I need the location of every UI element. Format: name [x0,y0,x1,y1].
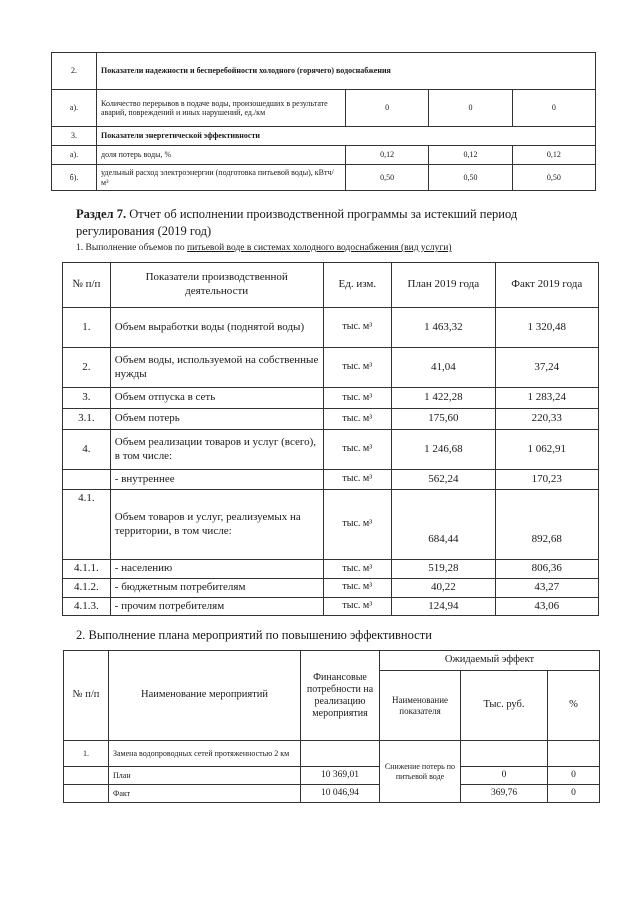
table-row [64,767,600,785]
header-financial-needs: Финансовые потребности на реализацию мероприятия [301,651,380,741]
empty-cell [64,767,109,785]
table-row [52,146,596,165]
row-indicator: - прочим потребителям [110,597,323,616]
section-7-heading [76,206,596,240]
row-number [63,470,111,490]
subsection-prefix: 1. Выполнение объемов по [76,243,188,253]
efficiency-measures-table [63,650,600,803]
header-percent: % [548,671,600,741]
reliability-indicators-table [51,52,596,191]
row-plan-financing: 10 369,01 [301,767,380,785]
row-plan: 40,22 [392,578,495,597]
table-row [64,785,600,803]
header-indicator: Показатели производственной деятельности [110,263,323,308]
table-row [63,578,599,597]
value-cell: 0,50 [429,165,512,191]
row-unit: тыс. м³ [323,597,392,616]
row-unit: тыс. м³ [323,388,392,409]
row-text: Количество перерывов в подаче воды, произошедших в результате аварий, повреждений и иных нарушений, ед./км [97,90,346,127]
header-measure-name: Наименование мероприятий [109,651,301,741]
header-number: № п/п [64,651,109,741]
row-unit: тыс. м³ [323,409,392,430]
row-indicator: - населению [110,560,323,579]
row-unit: тыс. м³ [323,348,392,388]
row-plan: 1 422,28 [392,388,495,409]
row-title: Показатели надежности и бесперебойности холодного (горячего) водоснабжения [97,53,596,90]
row-unit: тыс. м³ [323,308,392,348]
value-cell: 0,50 [346,165,429,191]
row-fact: 806,36 [495,560,598,579]
row-number: 4.1. [63,490,111,560]
row-fact: 37,24 [495,348,598,388]
service-type-link-text: питьевой воде в системах холодного водоснабжения (вид услуги) [187,243,452,253]
row-fact-percent: 0 [548,785,600,803]
row-unit: тыс. м³ [323,470,392,490]
table-row [52,127,596,146]
value-cell: 0,50 [512,165,595,191]
row-number: 4. [63,430,111,470]
row-indicator: Объем товаров и услуг, реализуемых на территории, в том числе: [110,490,323,560]
row-plan: 519,28 [392,560,495,579]
value-cell: 0,12 [512,146,595,165]
empty-cell [548,741,600,767]
row-plan: 124,94 [392,597,495,616]
row-unit: тыс. м³ [323,560,392,579]
row-number: 3.1. [63,409,111,430]
table-row [52,165,596,191]
value-cell: 0,12 [346,146,429,165]
section-2-heading: 2. Выполнение плана мероприятий по повышению эффективности [76,628,432,642]
row-number: 2. [63,348,111,388]
value-cell: 0 [429,90,512,127]
value-cell: 0 [346,90,429,127]
row-plan-percent: 0 [548,767,600,785]
row-indicator: Объем отпуска в сеть [110,388,323,409]
row-indicator: Снижение потерь по питьевой воде [380,741,461,803]
table-row [63,490,599,560]
row-fact-rub: 369,76 [461,785,548,803]
row-number: 2. [52,53,97,90]
empty-cell [461,741,548,767]
header-thousand-rub: Тыс. руб. [461,671,548,741]
row-indicator: Объем реализации товаров и услуг (всего), в том числе: [110,430,323,470]
value-cell: 0 [512,90,595,127]
table-row [64,741,600,767]
row-number: 4.1.1. [63,560,111,579]
row-fact: 43,27 [495,578,598,597]
subsection-1-heading [76,243,452,253]
row-fact: 43,06 [495,597,598,616]
header-fact: Факт 2019 года [495,263,598,308]
row-measure-name: Замена водопроводных сетей протяженностью 2 км [109,741,301,767]
table-row [52,53,596,90]
row-fact: 1 320,48 [495,308,598,348]
header-unit: Ед. изм. [323,263,392,308]
header-expected-effect: Ожидаемый эффект [380,651,600,671]
row-unit: тыс. м³ [323,430,392,470]
row-fact: 220,33 [495,409,598,430]
row-plan: 41,04 [392,348,495,388]
table-row [63,597,599,616]
row-indicator: Объем воды, используемой на собственные нужды [110,348,323,388]
row-number: 4.1.3. [63,597,111,616]
row-plan-rub: 0 [461,767,548,785]
row-number: 1. [63,308,111,348]
production-program-table [62,262,599,616]
table-row [63,430,599,470]
row-plan: 1 463,32 [392,308,495,348]
table-header-row [63,263,599,308]
table-row [63,560,599,579]
row-number: а). [52,90,97,127]
row-fact: 170,23 [495,470,598,490]
section-title: Отчет об исполнении производственной программы за истекший период регулирования (2019 год) [76,207,518,238]
table-row [63,470,599,490]
row-number: 4.1.2. [63,578,111,597]
header-indicator-name: Наименование показателя [380,671,461,741]
row-fact: 1 283,24 [495,388,598,409]
row-fact: 892,68 [495,490,598,560]
row-text: удельный расход электроэнергии (подготовка питьевой воды), кВтч/м³ [97,165,346,191]
section-label: Раздел 7. [76,207,127,221]
row-unit: тыс. м³ [323,490,392,560]
table-row [52,90,596,127]
table-header-row [64,651,600,671]
row-plan: 175,60 [392,409,495,430]
row-plan: 684,44 [392,490,495,560]
row-indicator: - внутреннее [110,470,323,490]
row-indicator: - бюджетным потребителям [110,578,323,597]
row-number: 3. [52,127,97,146]
table-row [63,308,599,348]
table-row [63,388,599,409]
row-indicator: Объем потерь [110,409,323,430]
row-unit: тыс. м³ [323,578,392,597]
row-text: доля потерь воды, % [97,146,346,165]
row-number: а). [52,146,97,165]
row-title: Показатели энергетической эффективности [97,127,596,146]
empty-cell [64,785,109,803]
empty-cell [301,741,380,767]
row-number: 1. [64,741,109,767]
header-number: № п/п [63,263,111,308]
row-plan: 1 246,68 [392,430,495,470]
row-indicator: Объем выработки воды (поднятой воды) [110,308,323,348]
value-cell: 0,12 [429,146,512,165]
row-number: б). [52,165,97,191]
row-number: 3. [63,388,111,409]
row-plan: 562,24 [392,470,495,490]
row-fact: 1 062,91 [495,430,598,470]
row-plan-label: План [109,767,301,785]
header-plan: План 2019 года [392,263,495,308]
row-fact-label: Факт [109,785,301,803]
row-fact-financing: 10 046,94 [301,785,380,803]
table-row [63,348,599,388]
table-row [63,409,599,430]
